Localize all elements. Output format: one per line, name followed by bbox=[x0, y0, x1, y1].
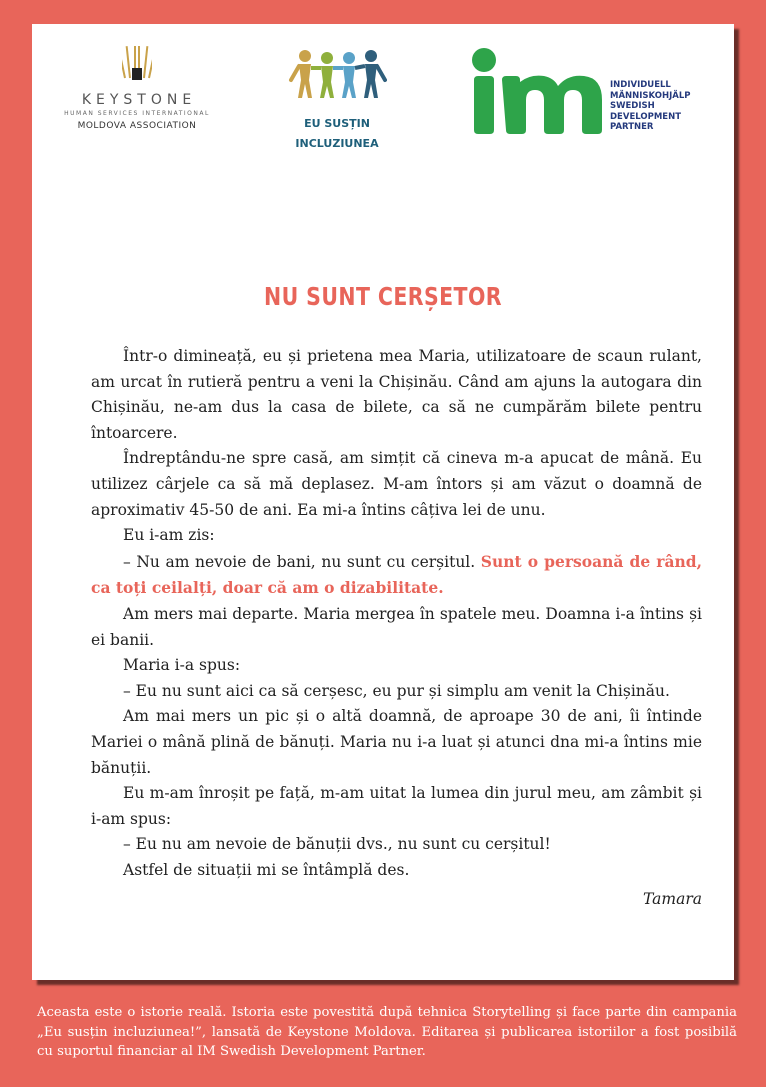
story-title: NU SUNT CERȘETOR bbox=[263, 282, 502, 311]
author-signature: Tamara bbox=[643, 890, 702, 909]
eu-sustin-text bbox=[282, 114, 392, 154]
keystone-subtitle: HUMAN SERVICES INTERNATIONAL bbox=[64, 110, 210, 117]
paragraph: Într-o dimineață, eu și prietena mea Maria, utilizatoare de scaun rulant, am urcat în rutieră pentru a veni la Chișinău. Când am ajuns la autogara din Chișinău, ne-am dus la casa de bilete, ca să ne cumpărăm bilete pentru întoarcere. bbox=[91, 347, 702, 442]
footer-note: Aceasta este o istorie reală. Istoria este povestită după tehnica Storytelling și face parte din campania „Eu susțin incluziunea!”, lansată de Keystone Moldova. Editarea și publicarea istoriilor a fost posibilă cu suportul financiar al IM Swedish Development Partner. bbox=[37, 1005, 737, 1059]
paragraph: Am mai mers un pic și o altă doamnă, de aproape 30 de ani, îi întinde Mariei o mână plină de bănuți. Maria nu i-a luat și atunci dna mi-a întins mie bănuții. bbox=[91, 707, 702, 777]
im-line2: MÄNNISKOHJÄLP bbox=[610, 90, 691, 101]
im-line1: INDIVIDUELL bbox=[610, 80, 671, 90]
keystone-mark-icon bbox=[122, 46, 152, 86]
paragraph: Maria i-a spus: bbox=[123, 656, 241, 675]
eu-sustin-line1: EU SUSȚIN bbox=[304, 117, 370, 130]
eu-sustin-line2: INCLUZIUNEA bbox=[295, 137, 379, 150]
paragraph: Eu i-am zis: bbox=[123, 526, 215, 545]
im-letters-icon bbox=[470, 46, 606, 136]
paragraph: Eu m-am înroșit pe față, m-am uitat la lumea din jurul meu, am zâmbit și i-am spus: bbox=[91, 784, 702, 828]
story-body bbox=[91, 344, 702, 913]
paragraph: Îndreptându-ne spre casă, am simțit că cineva m-a apucat de mână. Eu utilizez cârjele ca să mă deplasez. M-am întors și am văzut o doamnă de aproximativ 45-50 de ani. Ea mi-a întins câțiva lei de unu. bbox=[91, 449, 702, 519]
eu-sustin-logo bbox=[282, 48, 392, 148]
paragraph: Am mers mai departe. Maria mergea în spatele meu. Doamna i-a întins și ei banii. bbox=[91, 604, 702, 649]
keystone-name: KEYSTONE bbox=[81, 92, 197, 108]
im-line3: SWEDISH bbox=[610, 101, 655, 111]
im-line5: PARTNER bbox=[610, 122, 654, 132]
paragraph: – Eu nu sunt aici ca să cerșesc, eu pur și simplu am venit la Chișinău. bbox=[123, 681, 670, 700]
im-line4: DEVELOPMENT bbox=[610, 111, 681, 122]
paragraph: Astfel de situații mi se întâmplă des. bbox=[123, 860, 410, 879]
im-logo bbox=[470, 46, 710, 141]
keystone-logo bbox=[62, 46, 212, 146]
im-text bbox=[610, 80, 690, 133]
story-card bbox=[32, 24, 734, 980]
paragraph-with-highlight bbox=[91, 549, 702, 602]
highlighted-quote: Sunt o persoană de rând, ca toți ceilalți, doar că am o dizabilitate. bbox=[91, 551, 702, 598]
people-holding-hands-icon bbox=[287, 48, 387, 100]
paragraph: – Eu nu am nevoie de bănuții dvs., nu sunt cu cerșitul! bbox=[123, 835, 551, 854]
keystone-association: MOLDOVA ASSOCIATION bbox=[77, 121, 197, 131]
paragraph-text: – Nu am nevoie de bani, nu sunt cu cerșitul. bbox=[123, 552, 481, 571]
